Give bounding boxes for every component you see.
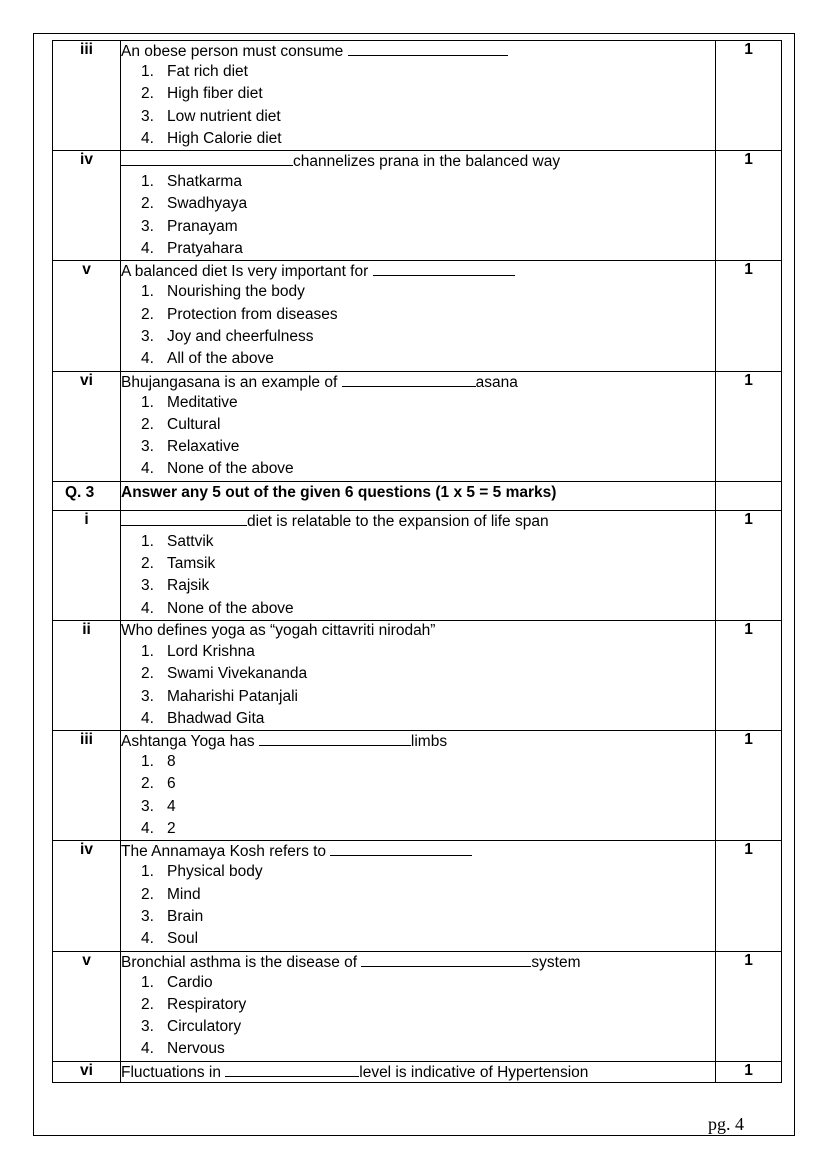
option-number: 1. <box>141 642 154 660</box>
option-item <box>141 906 715 928</box>
question-row <box>53 841 782 951</box>
option-item <box>141 575 715 597</box>
option-item <box>141 708 715 730</box>
option-item <box>141 281 715 303</box>
section-header-row <box>53 481 782 510</box>
option-text: None of the above <box>167 460 294 478</box>
question-row <box>53 1061 782 1082</box>
option-text: Brain <box>167 907 204 925</box>
option-text: Swadhyaya <box>167 195 248 213</box>
option-number: 4. <box>141 709 154 727</box>
marks-cell: 1 <box>716 151 782 261</box>
question-number: v <box>53 261 121 371</box>
option-item <box>141 61 715 83</box>
option-number: 2. <box>141 85 154 103</box>
option-item <box>141 796 715 818</box>
question-row <box>53 620 782 730</box>
option-item <box>141 106 715 128</box>
option-number: 2. <box>141 775 154 793</box>
option-item <box>141 238 715 260</box>
option-item <box>141 818 715 840</box>
option-text: Bhadwad Gita <box>167 709 265 727</box>
question-text-before: Bronchial asthma is the disease of <box>121 953 362 971</box>
fill-in-blank <box>121 151 293 166</box>
option-text: Pranayam <box>167 217 238 235</box>
question-number: vi <box>53 371 121 481</box>
option-text: High Calorie diet <box>167 129 282 147</box>
option-text: None of the above <box>167 599 294 617</box>
option-number: 1. <box>141 283 154 301</box>
option-item <box>141 304 715 326</box>
question-number: Q. 3 <box>53 481 121 510</box>
option-number: 3. <box>141 687 154 705</box>
question-number: iv <box>53 841 121 951</box>
question-text-before: Who defines yoga as “yogah cittavriti nirodah” <box>121 621 436 639</box>
marks-cell: 1 <box>716 951 782 1061</box>
option-item <box>141 171 715 193</box>
option-list <box>121 392 715 481</box>
question-text <box>121 41 715 61</box>
option-number: 3. <box>141 438 154 456</box>
question-body <box>121 151 716 261</box>
option-text: 4 <box>167 797 176 815</box>
option-number: 4. <box>141 460 154 478</box>
option-item <box>141 128 715 150</box>
option-text: Circulatory <box>167 1018 242 1036</box>
question-text-after: channelizes prana in the balanced way <box>293 153 561 171</box>
option-text: Low nutrient diet <box>167 107 281 125</box>
option-number: 2. <box>141 665 154 683</box>
question-text-after: diet is relatable to the expansion of life span <box>247 512 549 530</box>
option-item <box>141 928 715 950</box>
option-number: 3. <box>141 1018 154 1036</box>
fill-in-blank <box>342 372 476 387</box>
option-text: Protection from diseases <box>167 305 338 323</box>
option-list <box>121 641 715 730</box>
question-text-before: Ashtanga Yoga has <box>121 733 259 751</box>
option-text: Nervous <box>167 1040 225 1058</box>
question-number: iii <box>53 731 121 841</box>
option-number: 4. <box>141 240 154 258</box>
option-number: 4. <box>141 930 154 948</box>
option-item <box>141 531 715 553</box>
option-number: 3. <box>141 907 154 925</box>
question-text-before: The Annamaya Kosh refers to <box>121 843 331 861</box>
option-number: 4. <box>141 820 154 838</box>
question-body <box>121 481 716 510</box>
option-number: 3. <box>141 327 154 345</box>
option-list <box>121 861 715 950</box>
option-list <box>121 751 715 840</box>
option-list <box>121 281 715 370</box>
option-item <box>141 553 715 575</box>
question-body <box>121 371 716 481</box>
marks-cell: 1 <box>716 510 782 620</box>
question-body <box>121 41 716 151</box>
option-item <box>141 216 715 238</box>
option-text: Respiratory <box>167 995 247 1013</box>
question-body <box>121 510 716 620</box>
option-item <box>141 641 715 663</box>
fill-in-blank <box>348 41 508 56</box>
question-row <box>53 41 782 151</box>
option-text: Mind <box>167 885 201 903</box>
option-number: 1. <box>141 532 154 550</box>
option-text: Meditative <box>167 393 238 411</box>
option-text: High fiber diet <box>167 85 263 103</box>
option-number: 4. <box>141 350 154 368</box>
option-text: 2 <box>167 820 176 838</box>
option-number: 4. <box>141 1040 154 1058</box>
option-item <box>141 1038 715 1060</box>
option-text: Cultural <box>167 415 221 433</box>
option-list <box>121 531 715 620</box>
option-list <box>121 972 715 1061</box>
marks-cell: 1 <box>716 1061 782 1082</box>
marks-cell: 1 <box>716 841 782 951</box>
option-text: Fat rich diet <box>167 63 248 80</box>
marks-cell: 1 <box>716 41 782 151</box>
question-number: iii <box>53 41 121 151</box>
option-number: 1. <box>141 863 154 881</box>
question-text-after: system <box>531 953 581 971</box>
question-row <box>53 951 782 1061</box>
option-number: 1. <box>141 173 154 191</box>
option-number: 2. <box>141 415 154 433</box>
option-item <box>141 326 715 348</box>
marks-cell: 1 <box>716 371 782 481</box>
option-item <box>141 193 715 215</box>
marks-cell: 1 <box>716 620 782 730</box>
option-item <box>141 392 715 414</box>
question-text <box>121 731 715 751</box>
option-text: Tamsik <box>167 555 216 573</box>
question-text <box>121 621 715 641</box>
question-text-after: limbs <box>410 733 448 751</box>
option-number: 1. <box>141 63 154 80</box>
fill-in-blank <box>361 952 531 967</box>
option-text: Relaxative <box>167 438 240 456</box>
option-text: Lord Krishna <box>167 642 255 660</box>
option-number: 3. <box>141 577 154 595</box>
option-item <box>141 348 715 370</box>
question-text <box>121 841 715 861</box>
question-text <box>121 511 715 531</box>
marks-cell: 1 <box>716 261 782 371</box>
option-list <box>121 61 715 150</box>
question-row <box>53 510 782 620</box>
option-item <box>141 994 715 1016</box>
option-item <box>141 436 715 458</box>
question-row <box>53 371 782 481</box>
section-instruction: Answer any 5 out of the given 6 questions (1 x 5 = 5 marks) <box>121 483 557 501</box>
option-number: 4. <box>141 599 154 617</box>
option-text: Cardio <box>167 973 213 991</box>
question-body <box>121 261 716 371</box>
question-body <box>121 620 716 730</box>
option-text: Shatkarma <box>167 173 242 191</box>
question-text <box>121 1062 715 1082</box>
option-item <box>141 414 715 436</box>
option-list <box>121 171 715 260</box>
option-item <box>141 1016 715 1038</box>
question-text <box>121 952 715 972</box>
question-row <box>53 731 782 841</box>
question-text-before: An obese person must consume <box>121 43 348 60</box>
option-number: 1. <box>141 393 154 411</box>
question-text-after: asana <box>475 373 518 391</box>
question-text <box>121 151 715 171</box>
option-item <box>141 663 715 685</box>
option-text: Physical body <box>167 863 263 881</box>
option-text: Joy and cheerfulness <box>167 327 314 345</box>
option-item <box>141 773 715 795</box>
question-body <box>121 951 716 1061</box>
question-text <box>121 261 715 281</box>
option-item <box>141 972 715 994</box>
question-text-after: level is indicative of Hypertension <box>359 1063 589 1081</box>
question-text-before: Bhujangasana is an example of <box>121 373 342 391</box>
question-body <box>121 731 716 841</box>
question-text <box>121 372 715 392</box>
option-number: 3. <box>141 107 154 125</box>
option-number: 1. <box>141 973 154 991</box>
option-text: Nourishing the body <box>167 283 305 301</box>
option-text: Swami Vivekananda <box>167 665 308 683</box>
fill-in-blank <box>330 841 472 856</box>
fill-in-blank <box>225 1062 359 1077</box>
option-text: Maharishi Patanjali <box>167 687 298 705</box>
question-number: ii <box>53 620 121 730</box>
question-text-before: A balanced diet Is very important for <box>121 263 373 281</box>
marks-cell <box>716 481 782 510</box>
option-item <box>141 598 715 620</box>
option-number: 1. <box>141 753 154 771</box>
option-text: Pratyahara <box>167 240 243 258</box>
option-item <box>141 884 715 906</box>
option-number: 3. <box>141 797 154 815</box>
fill-in-blank <box>373 261 515 276</box>
question-body <box>121 1061 716 1082</box>
page-number: pg. 4 <box>708 1114 744 1134</box>
option-number: 4. <box>141 129 154 147</box>
option-item <box>141 83 715 105</box>
option-number: 2. <box>141 995 154 1013</box>
option-text: Rajsik <box>167 577 210 595</box>
question-number: i <box>53 510 121 620</box>
option-text: Sattvik <box>167 532 214 550</box>
option-item <box>141 458 715 480</box>
question-body <box>121 841 716 951</box>
option-text: 6 <box>167 775 176 793</box>
option-text: 8 <box>167 753 176 771</box>
option-number: 3. <box>141 217 154 235</box>
option-item <box>141 861 715 883</box>
question-number: vi <box>53 1061 121 1082</box>
question-row <box>53 151 782 261</box>
option-number: 2. <box>141 885 154 903</box>
question-number: iv <box>53 151 121 261</box>
option-number: 2. <box>141 555 154 573</box>
question-table <box>52 40 782 1083</box>
fill-in-blank <box>121 511 247 526</box>
option-item <box>141 751 715 773</box>
option-number: 2. <box>141 195 154 213</box>
marks-cell: 1 <box>716 731 782 841</box>
question-number: v <box>53 951 121 1061</box>
option-item <box>141 686 715 708</box>
question-row <box>53 261 782 371</box>
option-number: 2. <box>141 305 154 323</box>
fill-in-blank <box>259 731 411 746</box>
question-text-before: Fluctuations in <box>121 1063 226 1081</box>
option-text: Soul <box>167 930 199 948</box>
option-text: All of the above <box>167 350 274 368</box>
